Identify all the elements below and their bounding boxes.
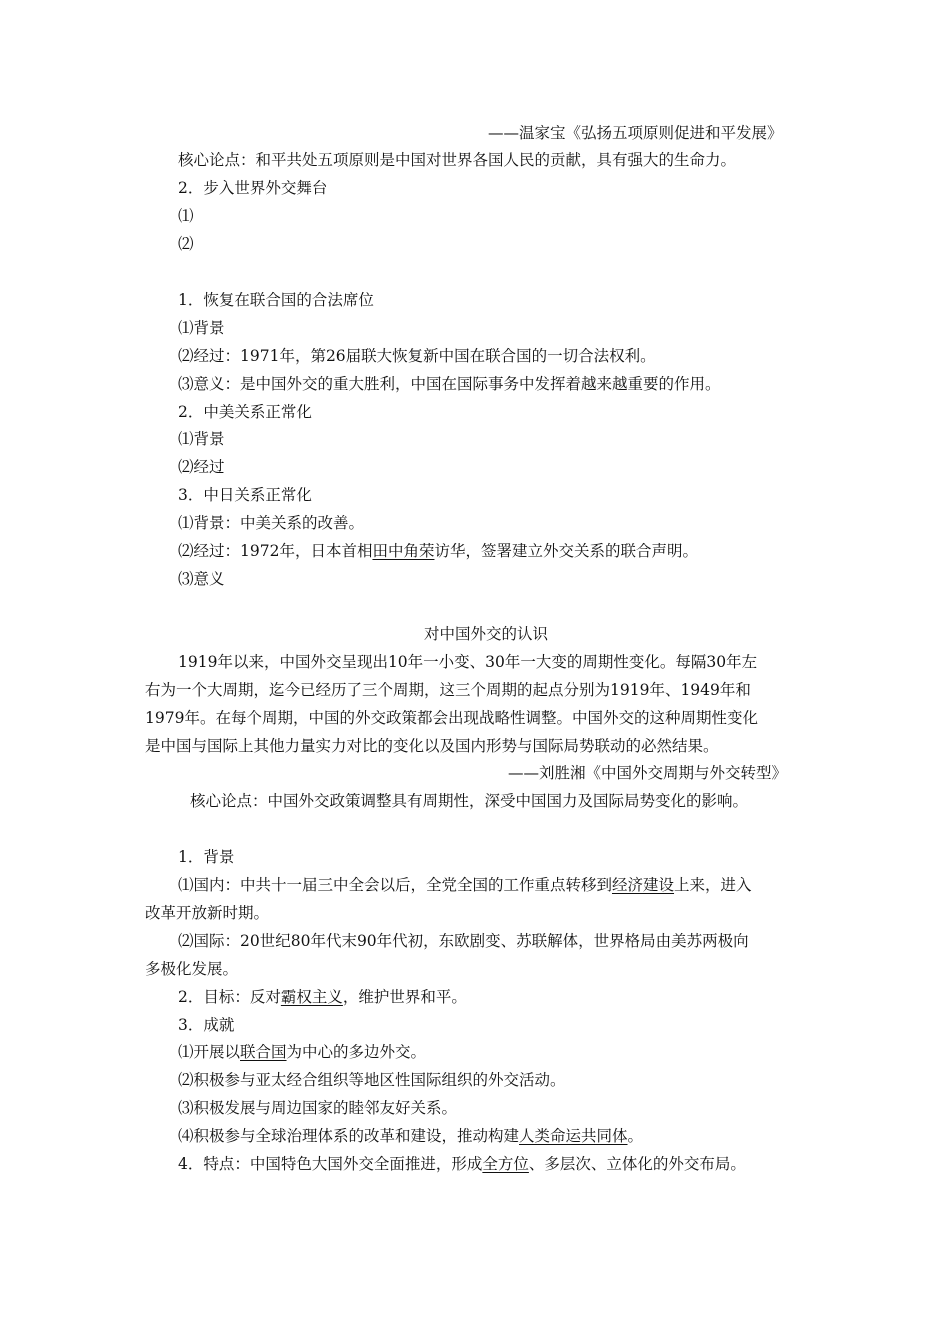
quote-source: ——温家宝《弘扬五项原则促进和平发展》: [488, 124, 783, 142]
underlined-answer: 人类命运共同体: [519, 1127, 628, 1145]
underlined-answer: 田中角荣: [372, 542, 435, 560]
features-line: [178, 1154, 746, 1174]
text-segment: ⑵经过：1972年，日本首相: [178, 542, 373, 560]
reading-paragraph-line-3: 1979年。在每个周期，中国的外交政策都会出现战略性调整。中国外交的这种周期性变化: [145, 709, 758, 727]
heading-sino-us: 2．中美关系正常化: [178, 403, 312, 421]
heading-achievements: 3．成就: [178, 1016, 235, 1034]
reading-source: ——刘胜湘《中国外交周期与外交转型》: [508, 764, 788, 782]
goal-line: [178, 987, 467, 1007]
achievement-4: [178, 1126, 643, 1146]
underlined-answer: 经济建设: [612, 876, 675, 894]
international-line-1: ⑵国际：20世纪80年代末90年代初，东欧剧变、苏联解体，世界格局由美苏两极向: [178, 932, 749, 950]
text-segment: ，维护世界和平。: [342, 988, 467, 1006]
un-significance: ⑶意义：是中国外交的重大胜利，中国在国际事务中发挥着越来越重要的作用。: [178, 375, 721, 393]
heading-sino-japan: 3．中日关系正常化: [178, 486, 312, 504]
reading-title: 对中国外交的认识: [424, 625, 549, 643]
text-segment: 4．特点：中国特色大国外交全面推进，形成: [178, 1155, 483, 1173]
text-segment: 2．目标：反对: [178, 988, 281, 1006]
international-line-2: 多极化发展。: [145, 960, 239, 978]
achievement-3: ⑶积极发展与周边国家的睦邻友好关系。: [178, 1099, 458, 1117]
reading-paragraph-line-1: 1919年以来，中国外交呈现出10年一小变、30年一大变的周期性变化。每隔30年左: [178, 653, 758, 671]
text-segment: ⑴开展以: [178, 1043, 241, 1061]
text-segment: 上来，进入: [674, 876, 752, 894]
un-process: ⑵经过：1971年，第26届联大恢复新中国在联合国的一切合法权利。: [178, 347, 656, 365]
heading-un-seat: 1．恢复在联合国的合法席位: [178, 291, 374, 309]
sino-japan-background: ⑴背景：中美关系的改善。: [178, 514, 365, 532]
achievement-1: [178, 1042, 426, 1062]
achievement-2: ⑵积极参与亚太经合组织等地区性国际组织的外交活动。: [178, 1071, 566, 1089]
sino-us-process: ⑵经过: [178, 458, 225, 476]
reading-paragraph-line-2: 右为一个大周期，迄今已经历了三个周期，这三个周期的起点分别为1919年、1949年和: [145, 681, 751, 699]
domestic-line-2: 改革开放新时期。: [145, 904, 270, 922]
text-segment: ⑷积极参与全球治理体系的改革和建设，推动构建: [178, 1127, 520, 1145]
core-point-2: 核心论点：中国外交政策调整具有周期性，深受中国国力及国际局势变化的影响。: [190, 792, 749, 810]
un-background: ⑴背景: [178, 319, 225, 337]
text-segment: 。: [627, 1127, 644, 1145]
heading-background: 1．背景: [178, 848, 235, 866]
text-segment: 为中心的多边外交。: [286, 1043, 427, 1061]
text-segment: 、多层次、立体化的外交布局。: [528, 1155, 746, 1173]
reading-paragraph-line-4: 是中国与国际上其他力量实力对比的变化以及国内形势与国际局势联动的必然结果。: [145, 737, 719, 755]
text-segment: ⑴国内：中共十一届三中全会以后，全党全国的工作重点转移到: [178, 876, 613, 894]
sino-japan-process: [178, 541, 698, 561]
underlined-answer: 霸权主义: [280, 988, 343, 1006]
heading-step-into-world: 2．步入世界外交舞台: [178, 179, 328, 197]
underlined-answer: 全方位: [482, 1155, 529, 1173]
text-segment: 访华，签署建立外交关系的联合声明。: [434, 542, 698, 560]
list-item-2: ⑵: [178, 235, 194, 253]
underlined-answer: 联合国: [240, 1043, 287, 1061]
domestic-line-1: [178, 875, 752, 895]
list-item-1: ⑴: [178, 207, 194, 225]
sino-japan-significance: ⑶意义: [178, 570, 225, 588]
sino-us-background: ⑴背景: [178, 430, 225, 448]
core-point-1: 核心论点：和平共处五项原则是中国对世界各国人民的贡献，具有强大的生命力。: [178, 151, 737, 169]
